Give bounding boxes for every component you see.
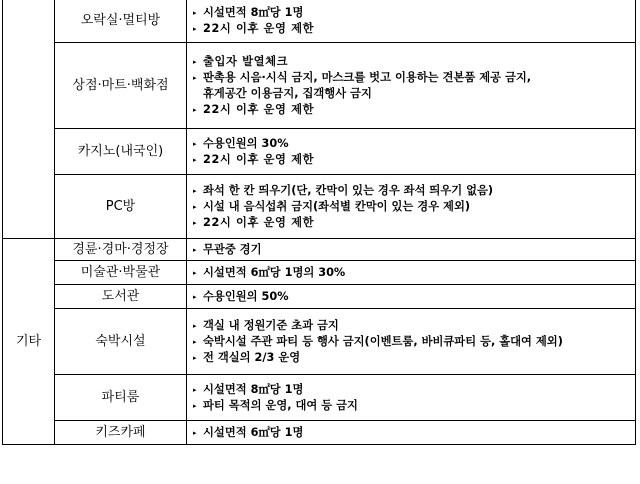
triangle-bullet-icon: ▸ [193, 202, 197, 211]
triangle-bullet-icon: ▸ [193, 268, 197, 277]
facility-name: 상점·마트·백화점 [55, 43, 187, 129]
triangle-bullet-icon: ▸ [193, 139, 197, 148]
triangle-bullet-icon: ▸ [193, 155, 197, 164]
rule-list [187, 239, 636, 261]
rule-text: 시설 내 음식섭취 금지(좌석별 칸막이 있는 경우 제외) [203, 199, 471, 213]
facility-name: 카지노(내국인) [55, 129, 187, 175]
rule-text: 수용인원의 30% [203, 136, 289, 150]
facility-name: 경륜·경마·경정장 [55, 239, 187, 261]
rule-item [193, 183, 635, 199]
rule-list [187, 261, 636, 285]
rule-item [193, 382, 635, 398]
rule-text: 시설면적 8㎡당 1명 [203, 382, 304, 396]
rule-text: 시설면적 6㎡당 1명의 30% [203, 265, 346, 279]
rule-item [193, 334, 635, 350]
triangle-bullet-icon: ▸ [193, 245, 197, 254]
rule-list [187, 285, 636, 309]
table-body [3, 0, 636, 445]
triangle-bullet-icon: ▸ [193, 292, 197, 301]
rule-item [193, 265, 635, 281]
category-cell [3, 0, 55, 239]
facility-name: PC방 [55, 175, 187, 239]
triangle-bullet-icon: ▸ [193, 218, 197, 227]
rule-item [193, 102, 635, 118]
triangle-bullet-icon: ▸ [193, 105, 197, 114]
triangle-bullet-icon: ▸ [193, 8, 197, 17]
rule-list [187, 0, 636, 43]
triangle-bullet-icon: ▸ [193, 385, 197, 394]
table-row [3, 129, 636, 175]
rule-text: 숙박시설 주관 파티 등 행사 금지(이벤트룸, 바비큐파티 등, 홀대여 제외) [203, 334, 563, 348]
triangle-bullet-icon: ▸ [193, 57, 197, 66]
rule-text: 전 객실의 2/3 운영 [203, 350, 301, 364]
rule-text: 판촉용 시음·시식 금지, 마스크를 벗고 이용하는 견본품 제공 금지, 휴게공간 이용금지, 집객행사 금지 [203, 70, 532, 100]
rule-item [193, 398, 635, 414]
triangle-bullet-icon: ▸ [193, 73, 197, 82]
facility-name: 미술관·박물관 [55, 261, 187, 285]
facility-name: 오락실·멀티방 [55, 0, 187, 43]
rule-list [187, 309, 636, 375]
rule-text: 22시 이후 운영 제한 [203, 215, 315, 229]
triangle-bullet-icon: ▸ [193, 321, 197, 330]
table-row [3, 375, 636, 421]
table-row [3, 0, 636, 43]
rule-item [193, 242, 635, 258]
rule-text: 22시 이후 운영 제한 [203, 152, 315, 166]
rule-item [193, 21, 635, 37]
rule-text: 파티 목적의 운영, 대여 등 금지 [203, 398, 358, 412]
facility-name: 파티룸 [55, 375, 187, 421]
rule-item [193, 136, 635, 152]
triangle-bullet-icon: ▸ [193, 186, 197, 195]
rule-list [187, 375, 636, 421]
rule-item [193, 54, 635, 70]
rule-item [193, 199, 635, 215]
triangle-bullet-icon: ▸ [193, 337, 197, 346]
triangle-bullet-icon: ▸ [193, 401, 197, 410]
rule-item [193, 5, 635, 21]
facility-name: 키즈카페 [55, 421, 187, 445]
rule-list [187, 129, 636, 175]
table-row [3, 239, 636, 261]
rule-text: 시설면적 8㎡당 1명 [203, 5, 304, 19]
triangle-bullet-icon: ▸ [193, 428, 197, 437]
rule-item [193, 350, 635, 366]
rule-list [187, 175, 636, 239]
rule-text: 수용인원의 50% [203, 289, 289, 303]
rule-item [193, 215, 635, 231]
rule-text: 좌석 한 칸 띄우기(단, 칸막이 있는 경우 좌석 띄우기 없음) [203, 183, 494, 197]
rule-item [193, 425, 635, 441]
table-row [3, 421, 636, 445]
rule-list [187, 421, 636, 445]
category-cell: 기타 [3, 239, 55, 445]
rule-text: 22시 이후 운영 제한 [203, 21, 315, 35]
rule-text: 22시 이후 운영 제한 [203, 102, 315, 116]
rule-item [193, 318, 635, 334]
table-row [3, 175, 636, 239]
facility-name: 숙박시설 [55, 309, 187, 375]
table-row [3, 261, 636, 285]
rule-item [193, 289, 635, 305]
rule-item [193, 70, 635, 102]
rule-text: 무관중 경기 [203, 242, 262, 256]
quarantine-rules-table [2, 0, 636, 445]
facility-name: 도서관 [55, 285, 187, 309]
rule-item [193, 152, 635, 168]
rule-text: 객실 내 정원기준 초과 금지 [203, 318, 339, 332]
triangle-bullet-icon: ▸ [193, 24, 197, 33]
table-row [3, 309, 636, 375]
rule-text: 출입자 발열체크 [203, 54, 289, 68]
table-row [3, 285, 636, 309]
rule-text: 시설면적 6㎡당 1명 [203, 425, 304, 439]
table-row [3, 43, 636, 129]
rule-list [187, 43, 636, 129]
triangle-bullet-icon: ▸ [193, 353, 197, 362]
